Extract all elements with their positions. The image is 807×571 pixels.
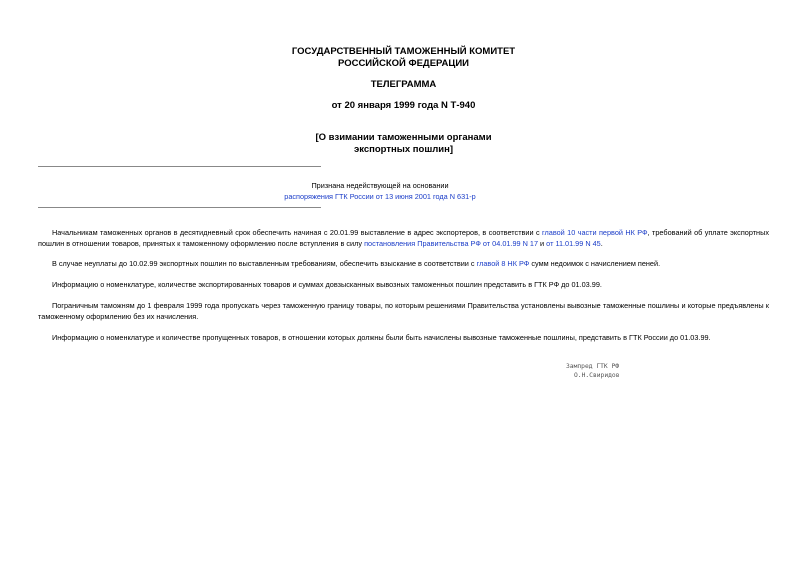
doc-type: ТЕЛЕГРАММА (370, 79, 437, 90)
signature-block (566, 363, 620, 380)
paragraph-5: Информацию о номенклатуре и количестве пропущенных товаров, в отношении которых должны были быть начислены вывозные таможенные пошлины, представить в ГТК России до 01.03.99. (52, 333, 711, 342)
document-header (0, 46, 807, 70)
doc-title-line2: экспортных пошлин] (353, 144, 454, 155)
status-note-link[interactable]: распоряжения ГТК России от 13 июня 2001 года N 631-р (284, 192, 476, 201)
divider-bottom (38, 207, 321, 208)
status-note (0, 180, 760, 202)
link-resolution-17[interactable]: постановления Правительства РФ от 04.01.99 N 17 (364, 238, 539, 248)
signature-name: О.Н.Свиридов (574, 371, 620, 379)
org-name-line2: РОССИЙСКОЙ ФЕДЕРАЦИИ (337, 58, 469, 69)
link-resolution-45[interactable]: от 11.01.99 N 45 (546, 238, 601, 248)
doc-title-line1: [О взимании таможенными органами (315, 132, 492, 143)
doc-title (0, 132, 807, 156)
paragraph-3: Информацию о номенклатуре, количестве экспортированных товаров и суммах довзысканных вывозных таможенных пошлин представить в ГТК РФ до 01.03.99. (52, 280, 602, 289)
divider-top (38, 166, 321, 167)
doc-date: от 20 января 1999 года N Т-940 (331, 100, 476, 111)
org-name-line1: ГОСУДАРСТВЕННЫЙ ТАМОЖЕННЫЙ КОМИТЕТ (291, 46, 516, 57)
link-nk-chapter-10[interactable]: главой 10 части первой НК РФ (542, 228, 648, 237)
link-nk-chapter-8[interactable]: главой 8 НК РФ (476, 259, 530, 268)
paragraph-2: В случае неуплаты до 10.02.99 экспортных пошлин по выставленным требованиям, обеспечить взыскание в соответствии с главой 8 НК РФ сумм недоимок с начислением пеней. (52, 259, 661, 268)
signature-position: Зампред ГТК РФ (566, 363, 620, 370)
status-note-text: Признана недействующей на основании (311, 181, 449, 190)
paragraph-1: Начальникам таможенных органов в десятидневный срок обеспечить начиная с 20.01.99 выставление в адрес экспортеров, в соответствии с главой 10 части первой НК РФ, требований об уплате экспортных пошлин в отношении товаров, принятых к таможенному оформлению после вступления в силу постановления Правительства РФ от 04.01.99 N 17 и от 11.01.99 N 45. (38, 228, 769, 248)
paragraph-4: Пограничным таможням до 1 февраля 1999 года пропускать через таможенную границу товары, по которым решениями Правительства установлены вывозные таможенные пошлины и которые предъявлены к таможенному оформлению без их начисления. (38, 301, 769, 321)
